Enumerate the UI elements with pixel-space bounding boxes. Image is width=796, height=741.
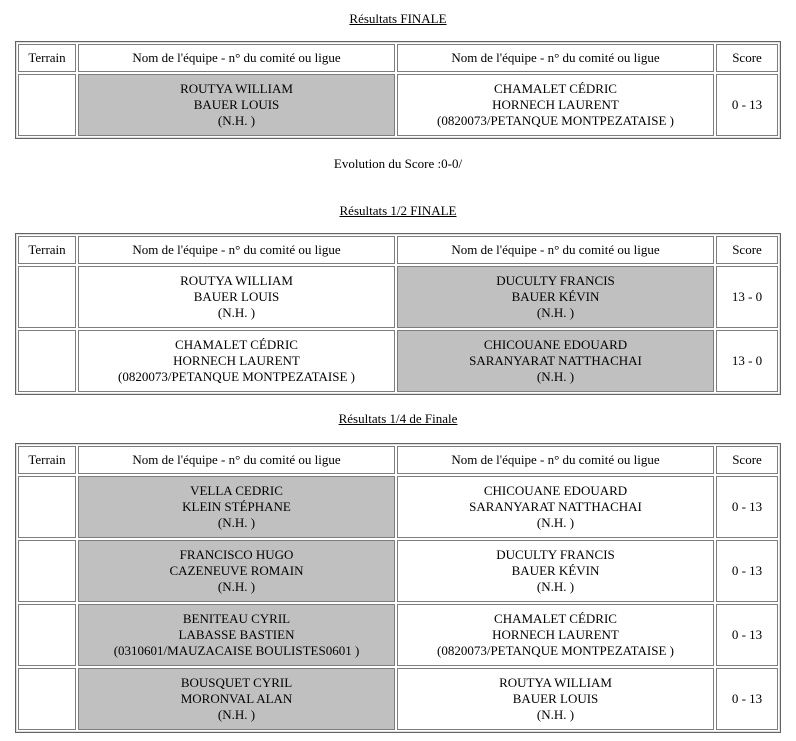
header-score: Score: [716, 236, 778, 264]
table-row: [18, 604, 778, 666]
player-line: BOUSQUET CYRIL: [180, 675, 293, 690]
section-title-finale: Résultats FINALE: [349, 11, 447, 26]
player-line: CHICOUANE EDOUARD: [483, 483, 628, 498]
header-score: Score: [716, 44, 778, 72]
player-line: DUCULTY FRANCIS: [496, 547, 615, 562]
header-terrain: Terrain: [18, 446, 76, 474]
team2-cell: [397, 604, 714, 666]
score-cell: 0 - 13: [716, 540, 778, 602]
player-line: CHAMALET CÉDRIC: [494, 81, 617, 96]
header-team2: Nom de l'équipe - n° du comité ou ligue: [397, 446, 714, 474]
club-line: (N.H. ): [536, 707, 575, 722]
results-table-finale: [15, 41, 781, 139]
header-row: [18, 44, 778, 72]
header-team2: Nom de l'équipe - n° du comité ou ligue: [397, 44, 714, 72]
table-row: [18, 540, 778, 602]
team1-cell: [78, 476, 395, 538]
terrain-cell: [18, 476, 76, 538]
team1-cell: [78, 604, 395, 666]
club-line: (0820073/PETANQUE MONTPEZATAISE ): [437, 643, 674, 658]
team2-cell: [397, 74, 714, 136]
team1-cell: [78, 330, 395, 392]
player-line: CHICOUANE EDOUARD: [483, 337, 628, 352]
player-line: VELLA CEDRIC: [190, 483, 283, 498]
table-row: [18, 476, 778, 538]
header-team1: Nom de l'équipe - n° du comité ou ligue: [78, 236, 395, 264]
score-cell: 0 - 13: [716, 476, 778, 538]
player-line: CHAMALET CÉDRIC: [494, 611, 617, 626]
player-line: BAUER KÉVIN: [511, 563, 600, 578]
table-row: [18, 668, 778, 730]
header-team1: Nom de l'équipe - n° du comité ou ligue: [78, 446, 395, 474]
section-title-semi: Résultats 1/2 FINALE: [339, 203, 457, 218]
player-line: LABASSE BASTIEN: [178, 627, 295, 642]
team1-cell: [78, 668, 395, 730]
club-line: (N.H. ): [536, 305, 575, 320]
team1-cell: [78, 540, 395, 602]
player-line: MORONVAL ALAN: [180, 691, 293, 706]
score-cell: 13 - 0: [716, 266, 778, 328]
player-line: BAUER KÉVIN: [511, 289, 600, 304]
player-line: HORNECH LAURENT: [492, 627, 619, 642]
club-line: (0820073/PETANQUE MONTPEZATAISE ): [118, 369, 355, 384]
player-line: FRANCISCO HUGO: [179, 547, 294, 562]
terrain-cell: [18, 74, 76, 136]
team2-cell: [397, 266, 714, 328]
player-line: ROUTYA WILLIAM: [180, 81, 293, 96]
score-cell: 0 - 13: [716, 668, 778, 730]
score-cell: 0 - 13: [716, 74, 778, 136]
team2-cell: [397, 668, 714, 730]
player-line: DUCULTY FRANCIS: [496, 273, 615, 288]
header-team2: Nom de l'équipe - n° du comité ou ligue: [397, 236, 714, 264]
terrain-cell: [18, 668, 76, 730]
player-line: ROUTYA WILLIAM: [180, 273, 293, 288]
player-line: CAZENEUVE ROMAIN: [169, 563, 304, 578]
score-evolution-text: Evolution du Score :0-0/: [333, 156, 463, 171]
club-line: (N.H. ): [217, 579, 256, 594]
player-line: SARANYARAT NATTHACHAI: [469, 499, 642, 514]
player-line: BAUER LOUIS: [193, 97, 280, 112]
player-line: HORNECH LAURENT: [173, 353, 300, 368]
club-line: (0310601/MAUZACAISE BOULISTES0601 ): [113, 643, 360, 658]
team1-cell: [78, 266, 395, 328]
player-line: BAUER LOUIS: [193, 289, 280, 304]
team2-cell: [397, 540, 714, 602]
section-quarter-final: [15, 412, 781, 733]
player-line: BENITEAU CYRIL: [182, 611, 291, 626]
header-terrain: Terrain: [18, 236, 76, 264]
table-row: [18, 330, 778, 392]
club-line: (N.H. ): [217, 305, 256, 320]
club-line: (N.H. ): [217, 113, 256, 128]
team2-cell: [397, 476, 714, 538]
score-cell: 13 - 0: [716, 330, 778, 392]
section-title-quarter: Résultats 1/4 de Finale: [338, 411, 458, 426]
terrain-cell: [18, 540, 76, 602]
club-line: (N.H. ): [536, 515, 575, 530]
terrain-cell: [18, 604, 76, 666]
section-semi-final: [15, 204, 781, 395]
player-line: HORNECH LAURENT: [492, 97, 619, 112]
score-cell: 0 - 13: [716, 604, 778, 666]
results-table-semi: [15, 233, 781, 395]
header-terrain: Terrain: [18, 44, 76, 72]
player-line: SARANYARAT NATTHACHAI: [469, 353, 642, 368]
club-line: (0820073/PETANQUE MONTPEZATAISE ): [437, 113, 674, 128]
player-line: ROUTYA WILLIAM: [499, 675, 612, 690]
player-line: BAUER LOUIS: [512, 691, 599, 706]
terrain-cell: [18, 266, 76, 328]
club-line: (N.H. ): [217, 515, 256, 530]
header-team1: Nom de l'équipe - n° du comité ou ligue: [78, 44, 395, 72]
table-row: [18, 266, 778, 328]
terrain-cell: [18, 330, 76, 392]
header-row: [18, 236, 778, 264]
club-line: (N.H. ): [536, 579, 575, 594]
player-line: KLEIN STÉPHANE: [182, 499, 291, 514]
header-score: Score: [716, 446, 778, 474]
results-table-quarter: [15, 443, 781, 733]
club-line: (N.H. ): [536, 369, 575, 384]
player-line: CHAMALET CÉDRIC: [175, 337, 298, 352]
team2-cell: [397, 330, 714, 392]
section-finale: [15, 12, 781, 171]
table-row: [18, 74, 778, 136]
header-row: [18, 446, 778, 474]
team1-cell: [78, 74, 395, 136]
club-line: (N.H. ): [217, 707, 256, 722]
